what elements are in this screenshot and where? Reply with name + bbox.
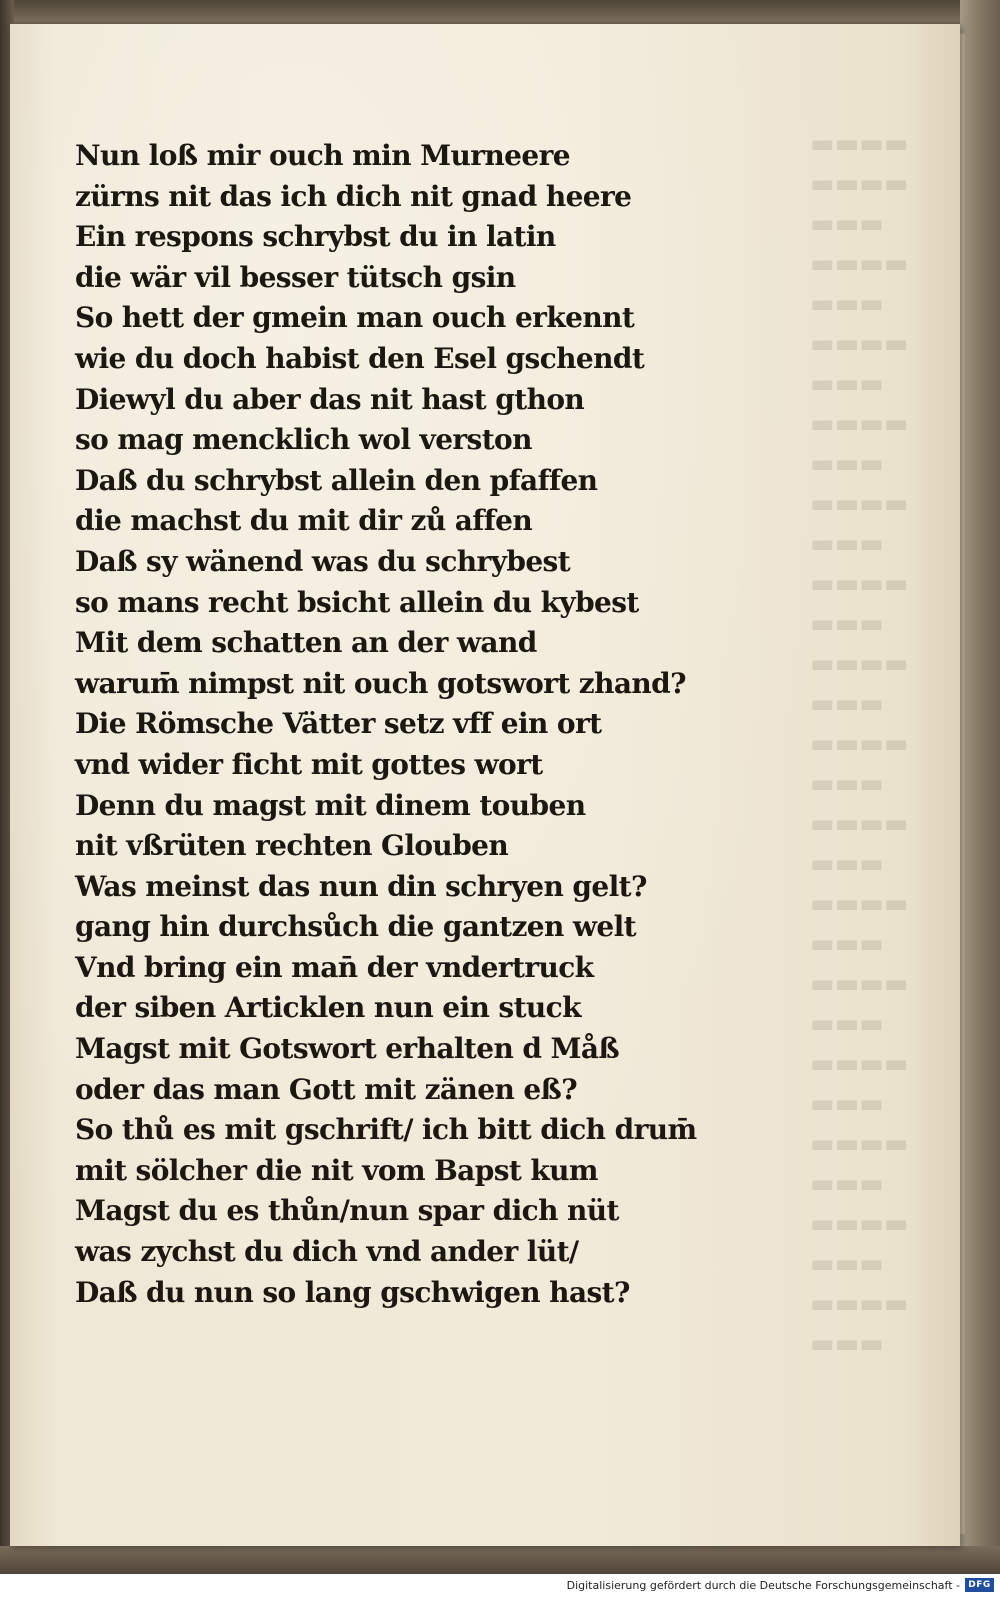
book-cover-top-edge <box>0 0 1000 22</box>
book-page <box>10 24 960 1546</box>
verse-line-11: Daß sy wänend was du schrybest <box>75 544 571 578</box>
verse-line-3: Ein respons schrybst du in latin <box>75 220 556 254</box>
verse-line-9: Daß du schrybst allein den pfaffen <box>75 463 598 497</box>
verse-line-10: die machst du mit dir zů affen <box>75 504 533 538</box>
verse-line-29: Daß du nun so lang gschwigen hast? <box>75 1275 630 1309</box>
verse-text-block <box>75 136 715 1313</box>
verse-line-26: mit sölcher die nit vom Bapst kum <box>75 1153 598 1187</box>
show-through-texture: ▬▬▬▬ ▬▬▬▬ ▬▬▬ ▬▬▬▬ ▬▬▬ ▬▬▬▬ ▬▬▬ ▬▬▬▬ ▬▬▬ ▬▬▬▬ ▬▬▬ ▬▬▬▬ ▬▬▬ ▬▬▬▬ ▬▬▬ ▬▬▬▬ ▬▬▬ ▬▬▬▬ ▬▬▬ ▬▬▬▬ ▬▬▬ ▬▬▬▬ ▬▬▬ ▬▬▬▬ ▬▬▬ ▬▬▬▬ ▬▬▬ ▬▬▬▬ ▬▬▬ ▬▬▬▬ ▬▬▬ <box>810 129 909 1359</box>
book-cover-bottom-edge <box>0 1546 1000 1574</box>
verse-line-22: der siben Articklen nun ein stuck <box>75 991 581 1025</box>
funding-credit: Digitalisierung gefördert durch die Deutsche Forschungsgemeinschaft - <box>566 1579 960 1592</box>
verse-line-15: Die Römsche Vätter setz vff ein ort <box>75 707 602 741</box>
verse-line-14: warum̄ nimpst nit ouch gotswort zhand? <box>75 666 686 700</box>
verse-line-23: Magst mit Gotswort erhalten d Måß <box>75 1032 620 1066</box>
footer-bar <box>0 1574 1000 1597</box>
verse-line-24: oder das man Gott mit zänen eß? <box>75 1072 578 1106</box>
verse-line-21: Vnd bring ein man̄ der vndertruck <box>75 950 594 984</box>
verse-line-6: wie du doch habist den Esel gschendt <box>75 341 645 375</box>
verse-line-28: was zychst du dich vnd ander lüt/ <box>75 1235 579 1269</box>
verse-line-2: zürns nit das ich dich nit gnad heere <box>75 179 632 213</box>
verse-line-8: so mag mencklich wol verston <box>75 423 532 457</box>
verse-line-20: gang hin durchsůch die gantzen welt <box>75 910 636 944</box>
verse-line-25: So thů es mit gschrift/ ich bitt dich drum̄ <box>75 1113 697 1147</box>
verse-line-13: Mit dem schatten an der wand <box>75 626 537 660</box>
verse-line-1: Nun loß mir ouch min Murneere <box>75 139 570 172</box>
verse-line-4: die wär vil besser tütsch gsin <box>75 260 516 294</box>
verse-line-16: vnd wider ficht mit gottes wort <box>75 747 543 781</box>
verse-line-17: Denn du magst mit dinem touben <box>75 788 586 822</box>
verse-line-19: Was meinst das nun din schryen gelt? <box>75 869 647 903</box>
dfg-logo: DFG <box>965 1578 994 1592</box>
verse-line-5: So hett der gmein man ouch erkennt <box>75 301 635 335</box>
verse-line-12: so mans recht bsicht allein du kybest <box>75 585 639 619</box>
book-cover-right-edge <box>960 0 1000 1574</box>
verse-line-18: nit vßrüten rechten Glouben <box>75 829 509 863</box>
verse-line-27: Magst du es thůn/nun spar dich nüt <box>75 1194 619 1228</box>
verse-line-7: Diewyl du aber das nit hast gthon <box>75 382 585 416</box>
